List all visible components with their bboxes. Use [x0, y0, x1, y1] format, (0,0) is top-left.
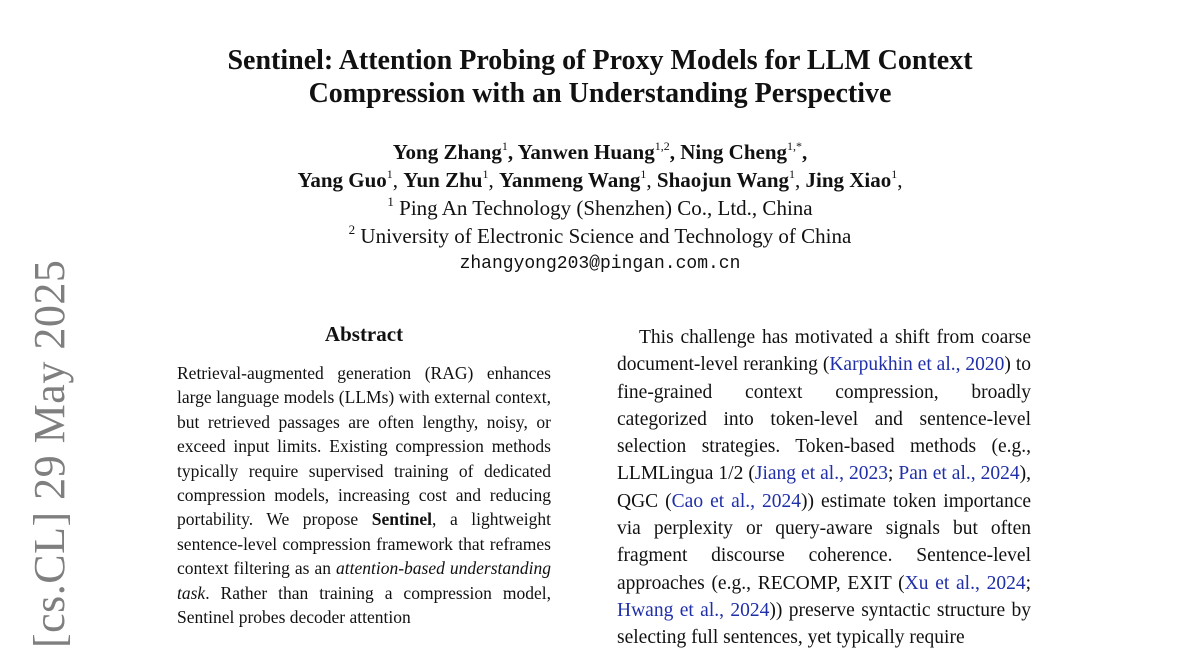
body-paragraph: This challenge has motivated a shift from coarse document-level reranking (Karpukhin et al., 2020) to fine-grained context compression, broadly categorized into token-level and sentence-level selection strategies. Token-based methods (e.g., LLMLingua 1/2 (Jiang et al., 2023; Pan et al., 2024), QGC (Cao et al., 2024)) estimate token importance via perplexity or query-aware signals but often fragment discourse coherence. Sentence-level approaches (e.g., RECOMP, EXIT (Xu et al., 2024; Hwang et al., 2024)) preserve syntactic structure by selecting full sentences, yet typically require [617, 327, 1032, 649]
author-name: Yun Zhu [403, 168, 483, 192]
citation-link[interactable]: Jiang et al., 2023 [754, 463, 888, 485]
author-name: Ning Cheng [680, 140, 788, 164]
affiliation-2: $^2$ University of Electronic Science and Technology of China [348, 222, 852, 248]
author-name: Jing Xiao [805, 168, 892, 192]
author-name: Yong Zhang [392, 140, 502, 164]
citation-link[interactable]: Hwang et al., 2024 [617, 599, 770, 621]
author-email: zhangyong203@pingan.com.cn [459, 254, 741, 274]
author-affil: 1,* [787, 139, 803, 153]
citation-link[interactable]: Pan et al., 2024 [898, 463, 1020, 485]
author-line-2: Yang Guo$^1$, Yun Zhu$^1$, Yanmeng Wang$^1$, Shaojun Wang$^1$, Jing Xiao$^1$, [297, 167, 903, 192]
author-affil: 1 [386, 167, 393, 181]
citation-link[interactable]: Cao et al., 2024 [671, 490, 801, 512]
author-affil: 1 [891, 167, 898, 181]
emphasis: attention-based understanding task [177, 558, 551, 603]
arxiv-stamp: [cs.CL] 29 May 2025 [25, 259, 74, 648]
paper-title [0, 44, 1200, 110]
citation-link[interactable]: Karpukhin et al., 2020 [829, 354, 1005, 376]
author-affil: 1 [640, 167, 647, 181]
system-name: Sentinel [371, 509, 433, 530]
title-line-2: Compression with an Understanding Perspective [308, 78, 892, 109]
author-name: Yang Guo [297, 168, 387, 192]
author-name: Shaojun Wang [656, 168, 789, 192]
citation-link[interactable]: Xu et al., 2024 [904, 572, 1026, 594]
abstract-body: Retrieval-augmented generation (RAG) enhances large language models (LLMs) with external context, but retrieved passages are often lengthy, noisy, or exceed input limits. Existing compression methods typically require supervised training of dedicated compression models, increasing cost and reducing portability. We propose Sentinel, a lightweight sentence-level compression framework that reframes context filtering as an attention-based understanding task. Rather than training a compression model, Sentinel probes decoder attention [177, 363, 551, 628]
author-affil: 1 [789, 167, 795, 181]
abstract-heading: Abstract [324, 322, 404, 346]
author-line-1: Yong Zhang$^1$, Yanwen Huang$^{1,2}$, Ning Cheng$^{1,*}$, [392, 139, 808, 164]
affiliation-1: $^1$ Ping An Technology (Shenzhen) Co., Ltd., China [387, 194, 813, 220]
author-affil: 1,2 [654, 139, 670, 153]
title-line-1: Sentinel: Attention Probing of Proxy Models for LLM Context [227, 45, 973, 76]
author-name: Yanwen Huang [517, 140, 655, 164]
author-name: Yanmeng Wang [498, 168, 641, 192]
author-affil: 1 [501, 139, 508, 153]
author-affil: 1 [482, 167, 489, 181]
author-block [0, 138, 1200, 278]
body-column-right [617, 324, 1031, 652]
